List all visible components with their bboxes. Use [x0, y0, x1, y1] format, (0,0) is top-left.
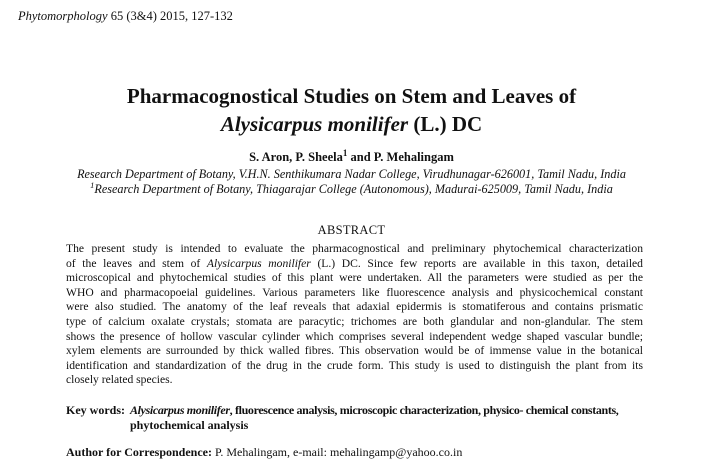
journal-reference — [18, 9, 233, 24]
abstract-line: closely related species. — [66, 373, 173, 387]
keywords-line-2: phytochemical analysis — [130, 417, 249, 432]
title-species: Alysicarpus monilifer — [220, 112, 409, 136]
abstract-line: microscopical and phytochemical studies of this plant were undertaken. All the parameters were studied as per the — [66, 271, 643, 285]
author-affiliation-mark: 1 — [342, 148, 348, 158]
author-names-1: S. Aron, P. Sheela — [249, 150, 343, 164]
affiliation-2-text: Research Department of Botany, Thiagarajar College (Autonomous), Madurai-625009, Tamil Nadu, India — [94, 182, 613, 196]
journal-name: Phytomorphology — [18, 9, 108, 23]
abstract-line: The present study is intended to evaluate the pharmacognostical and preliminary phytochemical characterization — [66, 242, 643, 255]
abstract-heading: ABSTRACT — [317, 223, 386, 237]
abstract-line: xylem elements are surrounded by thick walled fibres. This observation would be of immense value in the botanical — [66, 344, 643, 358]
abstract-line: of the leaves and stem of Alysicarpus monilifer (L.) DC. Since few reports are available in this taxon, detailed — [66, 256, 643, 270]
title-line-2 — [0, 110, 703, 138]
abstract-species: Alysicarpus monilifer — [206, 256, 311, 270]
abstract-line: WHO and pharmacopoeial guidelines. Various parameters like fluorescence analysis and physicochemical constant — [66, 285, 643, 299]
affiliation-2-mark: 1 — [90, 180, 95, 190]
abstract-body — [66, 242, 643, 388]
correspondence-label: Author for Correspondence: — [66, 445, 212, 459]
author-names-2: and P. Mehalingam — [350, 150, 454, 164]
keywords-list — [130, 403, 646, 432]
journal-volume: 65 (3&4) 2015, 127-132 — [110, 9, 233, 23]
correspondence — [66, 445, 462, 460]
author-list — [0, 150, 703, 165]
abstract-line: were also studied. The anatomy of the leaf reveals that adaxial epidermis is stomatiferous and contains prismatic — [66, 300, 643, 314]
keywords-line-1: Alysicarpus monilifer, fluorescence analysis, microscopic characterization, physico- chemical constants, — [130, 403, 619, 417]
title-line-1: Pharmacognostical Studies on Stem and Leaves of — [126, 84, 577, 108]
keywords-label: Key words: — [66, 403, 125, 417]
affiliation-2 — [0, 182, 703, 197]
title-authority: (L.) DC — [413, 112, 483, 136]
keywords-species: Alysicarpus monilifer — [130, 403, 230, 417]
paper-title — [0, 82, 703, 138]
abstract-line: shows the presence of hollow vascular cylinder which comprises several independent wedge shaped vascular bundle; — [66, 329, 643, 343]
affiliation-1-text: Research Department of Botany, V.H.N. Senthikumara Nadar College, Virudhunagar-626001, Tamil Nadu, India — [77, 167, 626, 181]
correspondence-text: P. Mehalingam, e-mail: mehalingamp@yahoo.co.in — [215, 445, 463, 459]
affiliation-1 — [0, 167, 703, 182]
abstract-line: type of calcium oxalate crystals; stomata are paracytic; trichomes are both glandular and non-glandular. The stem — [66, 314, 643, 328]
abstract-line: identification and standardization of the drug in the crude form. This study is used to distinguish the plant from its — [66, 358, 643, 372]
